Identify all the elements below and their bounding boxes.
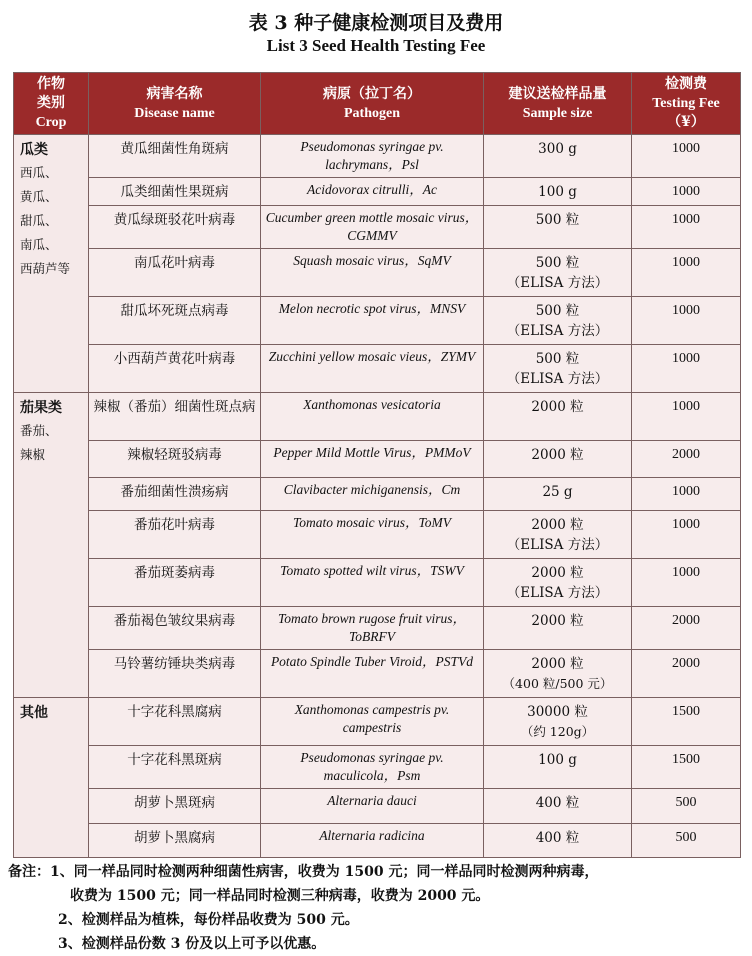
testing-fee-cell: 500: [632, 824, 741, 858]
crop-member: 辣椒: [20, 447, 46, 462]
sample-size-cell: [484, 789, 632, 824]
header-fee: [632, 73, 741, 135]
header-row: [14, 73, 741, 135]
header-size-zh: 建议送检样品量: [508, 85, 607, 102]
sample-size-value: 400 粒: [535, 830, 580, 846]
testing-fee-cell: 1000: [632, 345, 741, 393]
disease-name-cell: 南瓜花叶病毒: [89, 249, 261, 297]
table-row: [14, 824, 741, 858]
crop-category-cell: [14, 698, 89, 858]
crop-member: 甜瓜、: [20, 213, 58, 228]
testing-fee-table: [13, 72, 741, 858]
pathogen-cell: Xanthomonas campestris pv. campestris: [261, 698, 484, 746]
sample-size-cell: [484, 206, 632, 249]
sample-size-value: 100 g: [538, 184, 577, 200]
table-row: [14, 206, 741, 249]
pathogen-cell: Squash mosaic virus，SqMV: [261, 249, 484, 297]
table-row: [14, 135, 741, 178]
sample-size-value: 500 粒: [535, 351, 580, 367]
disease-name-cell: 番茄斑萎病毒: [89, 559, 261, 607]
header-pathogen: [261, 73, 484, 135]
header-fee-zh: 检测费: [665, 76, 707, 92]
sample-size-note: （ELISA 方法）: [506, 371, 609, 387]
sample-size-value: 25 g: [542, 484, 573, 500]
table-title-chinese: 表 3 种子健康检测项目及费用: [248, 12, 504, 34]
disease-name-cell: 胡萝卜黑斑病: [89, 789, 261, 824]
crop-member: 西葫芦等: [20, 261, 71, 276]
pathogen-cell: Xanthomonas vesicatoria: [261, 393, 484, 441]
crop-category-cell: [14, 393, 89, 698]
table-row: [14, 789, 741, 824]
table-row: [14, 746, 741, 789]
testing-fee-cell: 1000: [632, 393, 741, 441]
pathogen-cell: Potato Spindle Tuber Viroid，PSTVd: [261, 650, 484, 698]
sample-size-cell: [484, 698, 632, 746]
note-2: 2、检测样品为植株，每份样品收费为 500 元。: [58, 912, 359, 928]
sample-size-note: （400 粒/500 元）: [502, 676, 613, 691]
pathogen-cell: Clavibacter michiganensis，Cm: [261, 478, 484, 511]
table-row: [14, 698, 741, 746]
sample-size-cell: [484, 297, 632, 345]
testing-fee-cell: 1500: [632, 746, 741, 789]
sample-size-cell: [484, 650, 632, 698]
disease-name-cell: 马铃薯纺锤块类病毒: [89, 650, 261, 698]
sample-size-value: 2000 粒: [531, 613, 584, 629]
header-pathogen-zh: 病原（拉丁名）: [323, 85, 421, 102]
header-crop-zh2: 类别: [37, 95, 65, 111]
sample-size-cell: [484, 559, 632, 607]
sample-size-cell: [484, 249, 632, 297]
sample-size-cell: [484, 441, 632, 478]
sample-size-cell: [484, 135, 632, 178]
sample-size-value: 500 粒: [535, 255, 580, 271]
pathogen-cell: Alternaria radicina: [261, 824, 484, 858]
table-row: [14, 178, 741, 206]
table-row: [14, 393, 741, 441]
note-1-continued: 收费为 1500 元；同一样品同时检测三种病毒，收费为 2000 元。: [70, 888, 490, 904]
pathogen-cell: Acidovorax citrulli，Ac: [261, 178, 484, 206]
sample-size-note: （ELISA 方法）: [506, 275, 609, 291]
note-3: 3、检测样品份数 3 份及以上可予以优惠。: [58, 936, 326, 952]
sample-size-value: 500 粒: [535, 212, 580, 228]
sample-size-note: （ELISA 方法）: [506, 323, 609, 339]
header-crop: [14, 73, 89, 135]
crop-category-cell: [14, 135, 89, 393]
table-row: [14, 650, 741, 698]
header-fee-en: Testing Fee: [652, 96, 720, 111]
pathogen-cell: Tomato mosaic virus，ToMV: [261, 511, 484, 559]
table-title-english: List 3 Seed Health Testing Fee: [266, 36, 486, 55]
sample-size-value: 500 粒: [535, 303, 580, 319]
disease-name-cell: 瓜类细菌性果斑病: [89, 178, 261, 206]
sample-size-cell: [484, 511, 632, 559]
testing-fee-cell: 2000: [632, 607, 741, 650]
crop-member: 西瓜、: [20, 165, 58, 180]
header-crop-zh1: 作物: [37, 76, 65, 92]
sample-size-cell: [484, 478, 632, 511]
pathogen-cell: Alternaria dauci: [261, 789, 484, 824]
pathogen-cell: Pseudomonas syringae pv. lachrymans，Psl: [261, 135, 484, 178]
notes-section: [8, 860, 748, 956]
pathogen-cell: Tomato brown rugose fruit virus，ToBRFV: [261, 607, 484, 650]
table-row: [14, 345, 741, 393]
sample-size-value: 2000 粒: [531, 517, 584, 533]
disease-name-cell: 番茄细菌性溃疡病: [89, 478, 261, 511]
sample-size-cell: [484, 607, 632, 650]
sample-size-value: 2000 粒: [531, 656, 584, 672]
sample-size-cell: [484, 345, 632, 393]
testing-fee-cell: 1000: [632, 297, 741, 345]
disease-name-cell: 黄瓜绿斑驳花叶病毒: [89, 206, 261, 249]
pathogen-cell: Tomato spotted wilt virus，TSWV: [261, 559, 484, 607]
header-pathogen-en: Pathogen: [344, 105, 400, 121]
disease-name-cell: 胡萝卜黑腐病: [89, 824, 261, 858]
sample-size-value: 300 g: [538, 141, 577, 157]
testing-fee-cell: 1000: [632, 249, 741, 297]
testing-fee-cell: 1000: [632, 559, 741, 607]
sample-size-value: 2000 粒: [531, 565, 584, 581]
sample-size-value: 400 粒: [535, 795, 580, 811]
sample-size-cell: [484, 746, 632, 789]
crop-category-name: 茄果类: [20, 400, 62, 416]
sample-size-value: 30000 粒: [527, 704, 588, 720]
header-sample-size: [484, 73, 632, 135]
note-1: 备注：1、同一样品同时检测两种细菌性病害，收费为 1500 元；同一样品同时检测两种病毒，: [8, 864, 599, 880]
pathogen-cell: Pseudomonas syringae pv. maculicola，Psm: [261, 746, 484, 789]
header-size-en: Sample size: [522, 105, 593, 121]
crop-category-name: 其他: [20, 705, 48, 721]
header-fee-unit: （¥）: [667, 114, 705, 130]
sample-size-value: 2000 粒: [531, 447, 584, 463]
pathogen-cell: Zucchini yellow mosaic vieus，ZYMV: [261, 345, 484, 393]
disease-name-cell: 黄瓜细菌性角斑病: [89, 135, 261, 178]
header-disease-en: Disease name: [134, 105, 215, 121]
table-row: [14, 297, 741, 345]
crop-member: 南瓜、: [20, 237, 58, 252]
table-row: [14, 511, 741, 559]
crop-member: 黄瓜、: [20, 189, 58, 204]
testing-fee-cell: 500: [632, 789, 741, 824]
table-row: [14, 607, 741, 650]
sample-size-value: 100 g: [538, 752, 577, 768]
disease-name-cell: 甜瓜坏死斑点病毒: [89, 297, 261, 345]
disease-name-cell: 十字花科黑腐病: [89, 698, 261, 746]
disease-name-cell: 十字花科黑斑病: [89, 746, 261, 789]
table-body: [14, 135, 741, 858]
table-row: [14, 249, 741, 297]
header-disease-zh: 病害名称: [146, 85, 203, 102]
sample-size-note: （ELISA 方法）: [506, 537, 609, 553]
testing-fee-cell: 1000: [632, 135, 741, 178]
disease-name-cell: 番茄褐色皱纹果病毒: [89, 607, 261, 650]
testing-fee-cell: 2000: [632, 650, 741, 698]
testing-fee-cell: 1000: [632, 511, 741, 559]
sample-size-cell: [484, 393, 632, 441]
crop-member: 番茄、: [20, 423, 58, 438]
table-row: [14, 478, 741, 511]
pathogen-cell: Melon necrotic spot virus，MNSV: [261, 297, 484, 345]
testing-fee-cell: 2000: [632, 441, 741, 478]
sample-size-value: 2000 粒: [531, 399, 584, 415]
disease-name-cell: 小西葫芦黄花叶病毒: [89, 345, 261, 393]
disease-name-cell: 辣椒轻斑驳病毒: [89, 441, 261, 478]
sample-size-note: （约 120g）: [520, 724, 595, 739]
testing-fee-cell: 1000: [632, 178, 741, 206]
testing-fee-cell: 1000: [632, 206, 741, 249]
table-row: [14, 559, 741, 607]
pathogen-cell: Pepper Mild Mottle Virus，PMMoV: [261, 441, 484, 478]
testing-fee-cell: 1500: [632, 698, 741, 746]
sample-size-cell: [484, 178, 632, 206]
crop-category-name: 瓜类: [20, 142, 48, 158]
header-disease: [89, 73, 261, 135]
testing-fee-cell: 1000: [632, 478, 741, 511]
header-crop-en: Crop: [35, 115, 67, 130]
sample-size-cell: [484, 824, 632, 858]
disease-name-cell: 辣椒（番茄）细菌性斑点病: [89, 393, 261, 441]
pathogen-cell: Cucumber green mottle mosaic virus，CGMMV: [261, 206, 484, 249]
sample-size-note: （ELISA 方法）: [506, 585, 609, 601]
disease-name-cell: 番茄花叶病毒: [89, 511, 261, 559]
table-row: [14, 441, 741, 478]
